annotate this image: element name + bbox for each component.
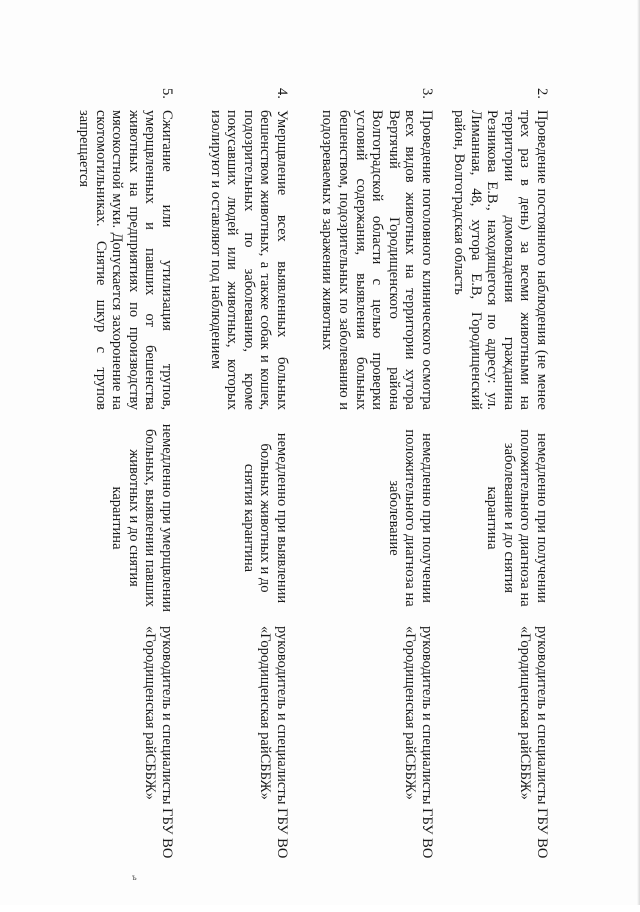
row-timing: немедленно при получении положительного диагноза на заболевание <box>385 429 435 607</box>
row-description: Проведение постоянного наблюдения (не менее трех раз в день) за всеми животными на территории домовладения гражданина Резникова Е.В., находящегося по адресу: ул. Лиманная, 48, хутора Е.В, Городищенский район, Волгоградская область <box>451 110 550 410</box>
row-responsible: руководитель и специалисты ГБУ ВО «Городищенская райСББЖ» <box>402 626 435 859</box>
row-number: 5. <box>159 88 175 99</box>
margin-mark: ъ <box>132 872 137 882</box>
row-number: 3. <box>419 88 435 99</box>
row-number: 2. <box>534 88 550 99</box>
row-description: Проведение поголовного клинического осмотра всех видов животных на территории хутора Вертячий Городищенского района Волгоградской области с целью проверки условий содержания, выявления больных бешенством, подозрительных по заболеванию и подозреваемых в заражении животных <box>319 110 435 410</box>
row-responsible: руководитель и специалисты ГБУ ВО «Городищенская райСББЖ» <box>257 626 290 859</box>
row-responsible: руководитель и специалисты ГБУ ВО «Городищенская райСББЖ» <box>142 626 175 859</box>
row-timing: немедленно при выявлении больных животных и до снятия карантина <box>240 432 290 604</box>
row-description: Сжигание или утилизация трупов, умерщвленных и павших от бешенства животных на предприятиях по производству мясокостной муки. Допускается захоронение на скотомогильниках. Снятие шкур с трупов запрещается <box>76 110 175 410</box>
row-number: 4. <box>274 88 290 99</box>
row-timing: немедленно при умерщвлении больных, выявлении павших животных и до снятия карантина <box>109 423 175 613</box>
row-responsible: руководитель и специалисты ГБУ ВО «Городищенская райСББЖ» <box>517 626 550 859</box>
row-description: Умерщвление всех выявленных больных бешенством животных, а также собак и кошек, подозрительных по заболеванию, кроме покусавших людей или животных, которых изолируют и оставляют под наблюдением <box>207 110 290 410</box>
row-timing: немедленно при получении положительного диагноза на заболевание и до снятия карантина <box>484 429 550 607</box>
